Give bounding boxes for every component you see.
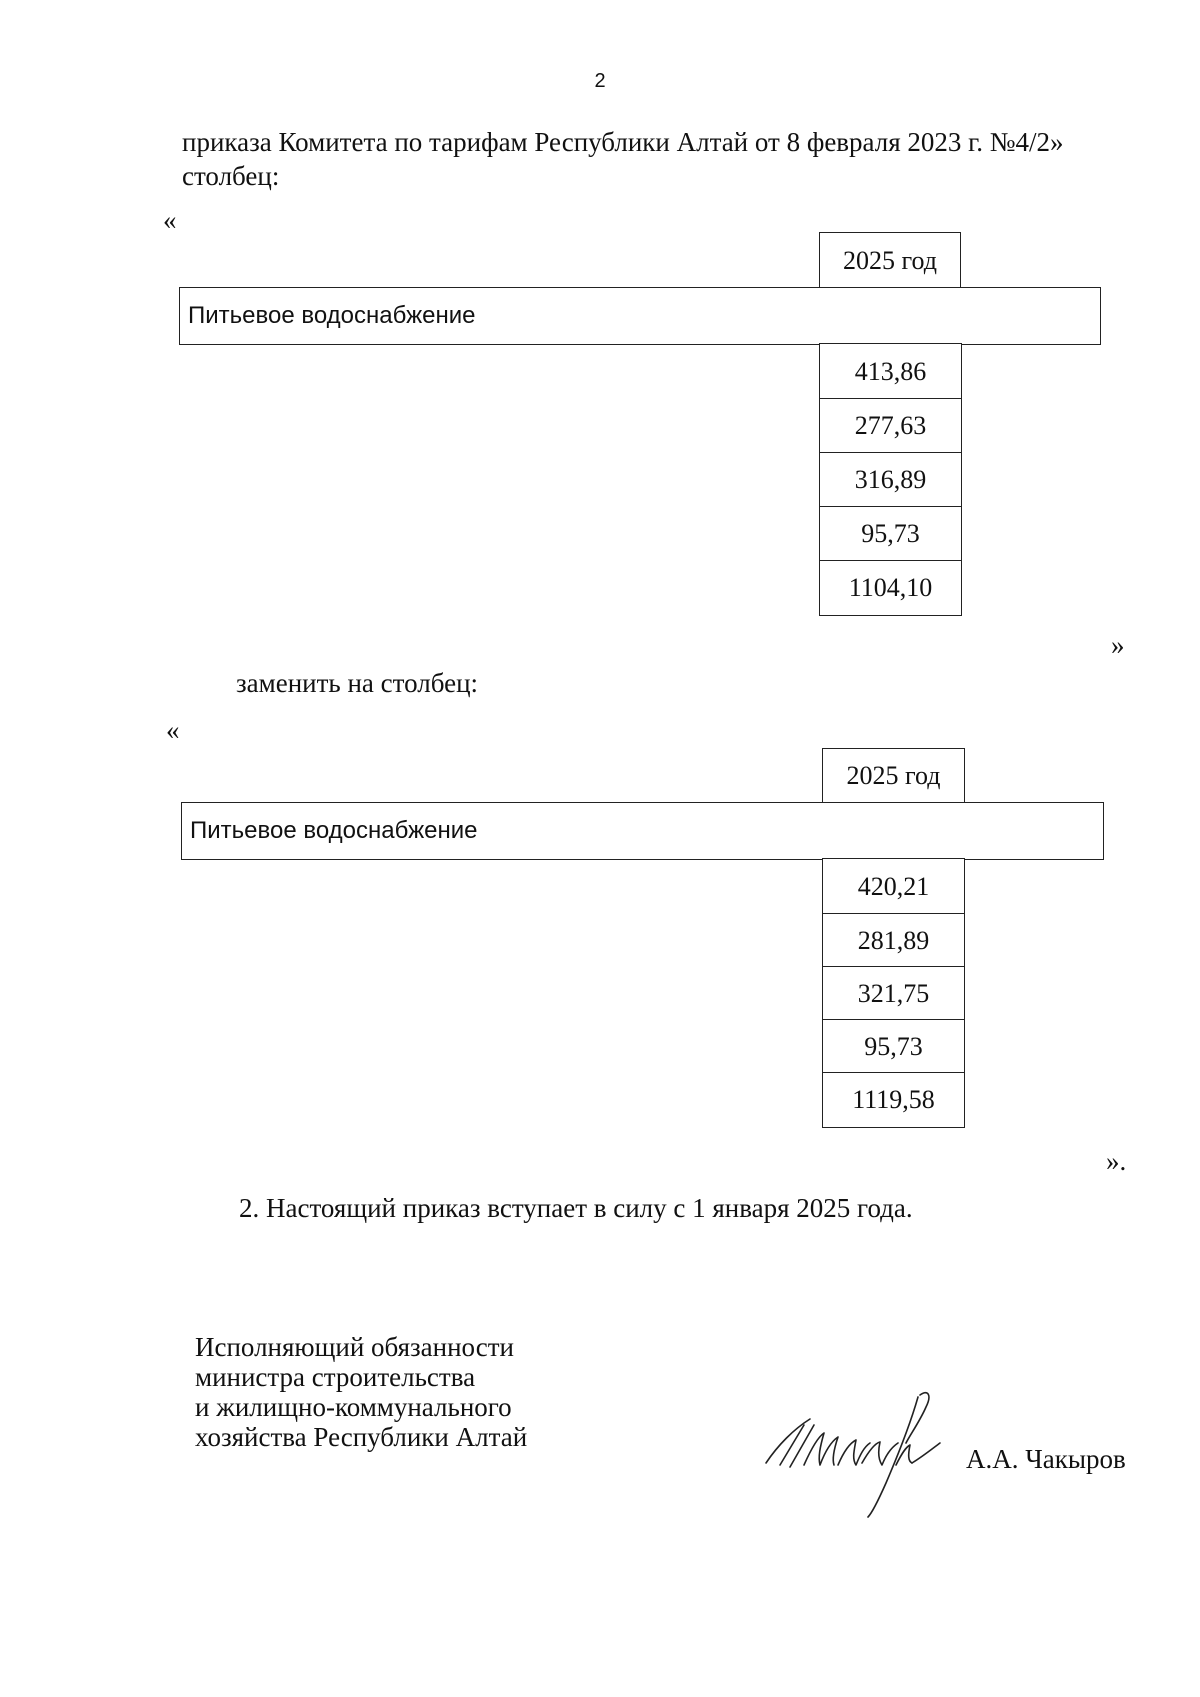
table-new-value-3: 321,75 <box>822 966 965 1021</box>
table-new-band-label: Питьевое водоснабжение <box>181 802 1104 860</box>
signatory-line-3: и жилищно-коммунального <box>195 1392 512 1422</box>
table-old-value-2: 277,63 <box>819 398 962 454</box>
table-new-value-4: 95,73 <box>822 1019 965 1074</box>
signatory-line-2: министра строительства <box>195 1362 476 1392</box>
close-quote-2: ». <box>1106 1146 1127 1176</box>
table-old-value-1: 413,86 <box>819 343 962 400</box>
signatory-line-4: хозяйства Республики Алтай <box>195 1422 528 1452</box>
table-new-header: 2025 год <box>822 748 965 804</box>
intro-line-1: приказа Комитета по тарифам Республики Алтай от 8 февраля 2023 г. №4/2» <box>182 127 1064 157</box>
replace-text: заменить на столбец: <box>236 668 479 698</box>
close-quote-1: » <box>1111 630 1125 660</box>
signatory-line-1: Исполняющий обязанности <box>195 1332 514 1362</box>
table-old-value-4: 95,73 <box>819 506 962 562</box>
table-old-header: 2025 год <box>819 232 961 290</box>
clause-2: 2. Настоящий приказ вступает в силу с 1 января 2025 года. <box>239 1193 913 1223</box>
table-old-value-5: 1104,10 <box>819 560 962 616</box>
table-new-value-2: 281,89 <box>822 913 965 968</box>
page-number: 2 <box>594 70 606 92</box>
open-quote-2: « <box>166 715 180 745</box>
table-new-value-1: 420,21 <box>822 858 965 915</box>
signatory-title <box>195 1332 527 1452</box>
intro-line-2: столбец: <box>182 161 280 191</box>
table-old-value-3: 316,89 <box>819 452 962 508</box>
open-quote-1: « <box>163 205 177 235</box>
signatory-name: А.А. Чакыров <box>966 1444 1126 1474</box>
table-old-band-label: Питьевое водоснабжение <box>179 287 1101 345</box>
handwritten-signature <box>760 1385 960 1520</box>
table-new-value-5: 1119,58 <box>822 1072 965 1128</box>
